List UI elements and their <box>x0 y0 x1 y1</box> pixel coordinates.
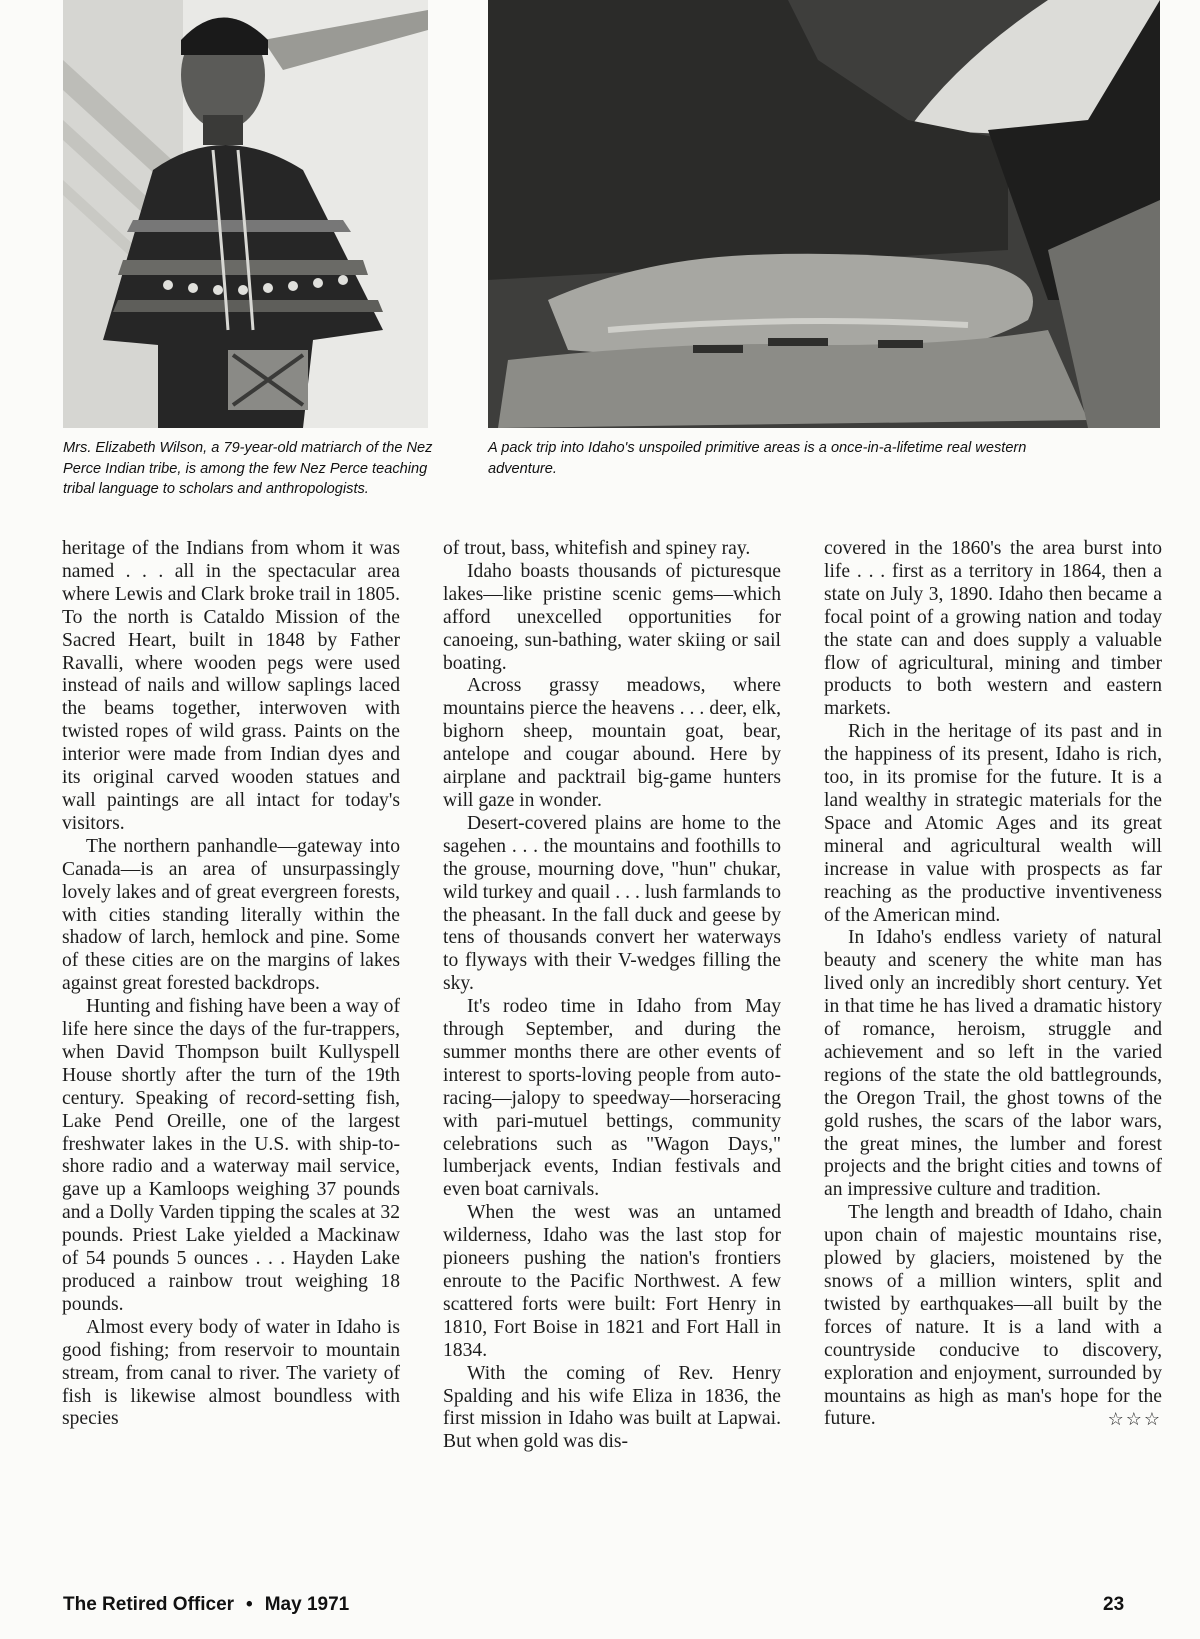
paragraph: Idaho boasts thousands of picturesque lakes—like pristine scenic gems—which afford unexcelled opportunities for canoeing, sun-bathing, water skiing or sail boating. <box>443 560 781 674</box>
paragraph: covered in the 1860's the area burst into life . . . first as a territory in 1864, then a state on July 3, 1890. Idaho then became a focal point of a growing nation and today the state can and does supply a valuable flow of agricultural, mining and timber products to both western and eastern markets. <box>824 538 1162 720</box>
paragraph: Almost every body of water in Idaho is good fishing; from reservoir to mountain stream, from canal to river. The variety of fish is likewise almost boundless with species <box>62 1316 400 1430</box>
paragraph: Hunting and fishing have been a way of life here since the days of the fur-trappers, when David Thompson built Kullyspell House shortly after the turn of the 19th century. Speaking of record-setting fish, Lake Pend Oreille, one of the largest freshwater lakes in the U.S. with ship-to-shore radio and a waterway mail service, gave up a Kamloops weighing 37 pounds and a Dolly Varden tipping the scales at 32 pounds. Priest Lake yielded a Mackinaw of 54 pounds 5 ounces . . . Hayden Lake produced a rainbow trout weighing 18 pounds. <box>62 996 400 1315</box>
paragraph: Rich in the heritage of its past and in the happiness of its present, Idaho is rich, too, in its promise for the future. It is a land wealthy in strategic materials for the Space and Atomic Ages and its great mineral and agricultural wealth will increase in value with prospects as far reaching as the productive inventiveness of the American mind. <box>824 721 1162 926</box>
article-column-2 <box>443 538 781 1578</box>
photo-nez-perce-matriarch <box>63 0 428 428</box>
issue-date: May 1971 <box>264 1594 350 1615</box>
paragraph: In Idaho's endless variety of natural beauty and scenery the white man has lived only an incredibly short century. Yet in that time he has lived a dramatic history of romance, heroism, struggle and achievement and so left in the varied regions of the state the old battlegrounds, the Oregon Trail, the ghost towns of the gold rushes, the scars of the labor wars, the great mines, the lumber and forest projects and the bright cities and towns of an impressive culture and tradition. <box>824 927 1162 1201</box>
paragraph: When the west was an untamed wilderness, Idaho was the last stop for pioneers pushing the nation's frontiers enroute to the Pacific Northwest. A few scattered forts were built: Fort Henry in 1810, Fort Boise in 1821 and Fort Hall in 1834. <box>443 1202 781 1361</box>
page-number: 23 <box>1103 1594 1125 1615</box>
paragraph-final <box>824 1202 1162 1431</box>
caption-matriarch: Mrs. Elizabeth Wilson, a 79-year-old matriarch of the Nez Perce Indian tribe, is among the few Nez Perce teaching tribal language to scholars and anthropologists. <box>63 440 433 497</box>
landscape-image <box>488 0 1160 428</box>
caption-pack-trip: A pack trip into Idaho's unspoiled primitive areas is a once-in-a-lifetime real western adventure. <box>488 440 1027 477</box>
article-column-1 <box>62 538 400 1578</box>
paragraph: of trout, bass, whitefish and spiney ray. <box>443 538 751 559</box>
footer-publication <box>63 1594 349 1616</box>
paragraph: Across grassy meadows, where mountains pierce the heavens . . . deer, elk, bighorn sheep, mountain goat, bear, antelope and cougar abound. Here by airplane and packtrail big-game hunters will gaze in wonder. <box>443 675 781 811</box>
paragraph: Desert-covered plains are home to the sagehen . . . the mountains and foothills to the grouse, mourning dove, "hun" chukar, wild turkey and quail . . . lush farmlands to the pheasant. In the fall duck and geese by tens of thousands convert her waterways to flyways with their V-wedges filling the sky. <box>443 812 781 995</box>
photo-pack-trip-river <box>488 0 1160 428</box>
paragraph: The northern panhandle—gateway into Canada—is an area of unsurpassingly lovely lakes and of great evergreen forests, with cities standing literally within the shadow of larch, hemlock and pine. Some of these cities are on the margins of lakes against great forested backdrops. <box>62 835 400 995</box>
portrait-image <box>63 0 428 428</box>
paragraph-text: The length and breadth of Idaho, chain upon chain of majestic mountains rise, plowed by glaciers, moistened by the snows of a million winters, split and twisted by earthquakes—all built by the forces of nature. It is a land with a countryside conducive to discovery, exploration and enjoyment, surrounded by mountains as high as man's hope for the future. <box>824 1202 1162 1430</box>
publication-name: The Retired Officer <box>63 1594 235 1615</box>
end-mark-stars: ☆☆☆ <box>1107 1409 1162 1430</box>
paragraph: With the coming of Rev. Henry Spalding and his wife Eliza in 1836, the first mission in Idaho was built at Lapwai. But when gold was dis- <box>443 1362 781 1453</box>
paragraph: heritage of the Indians from whom it was named . . . all in the spectacular area where Lewis and Clark broke trail in 1805. To the north is Cataldo Mission of the Sacred Heart, built in 1848 by Father Ravalli, where wooden pegs were used instead of nails and willow saplings laced the beams together, interwoven with twisted ropes of wild grass. Paints on the interior were made from Indian dyes and its original carved wooden statues and wall paintings are all intact for today's visitors. <box>62 538 400 834</box>
article-column-3 <box>824 538 1162 1578</box>
paragraph: It's rodeo time in Idaho from May through September, and during the summer months there are other events of interest to sports-loving people from auto-racing—jalopy to speedway—horseracing with pari-mutuel bettings, community celebrations such as "Wagon Days," lumberjack events, Indian festivals and even boat carnivals. <box>443 996 781 1201</box>
footer-separator: • <box>246 1594 253 1615</box>
